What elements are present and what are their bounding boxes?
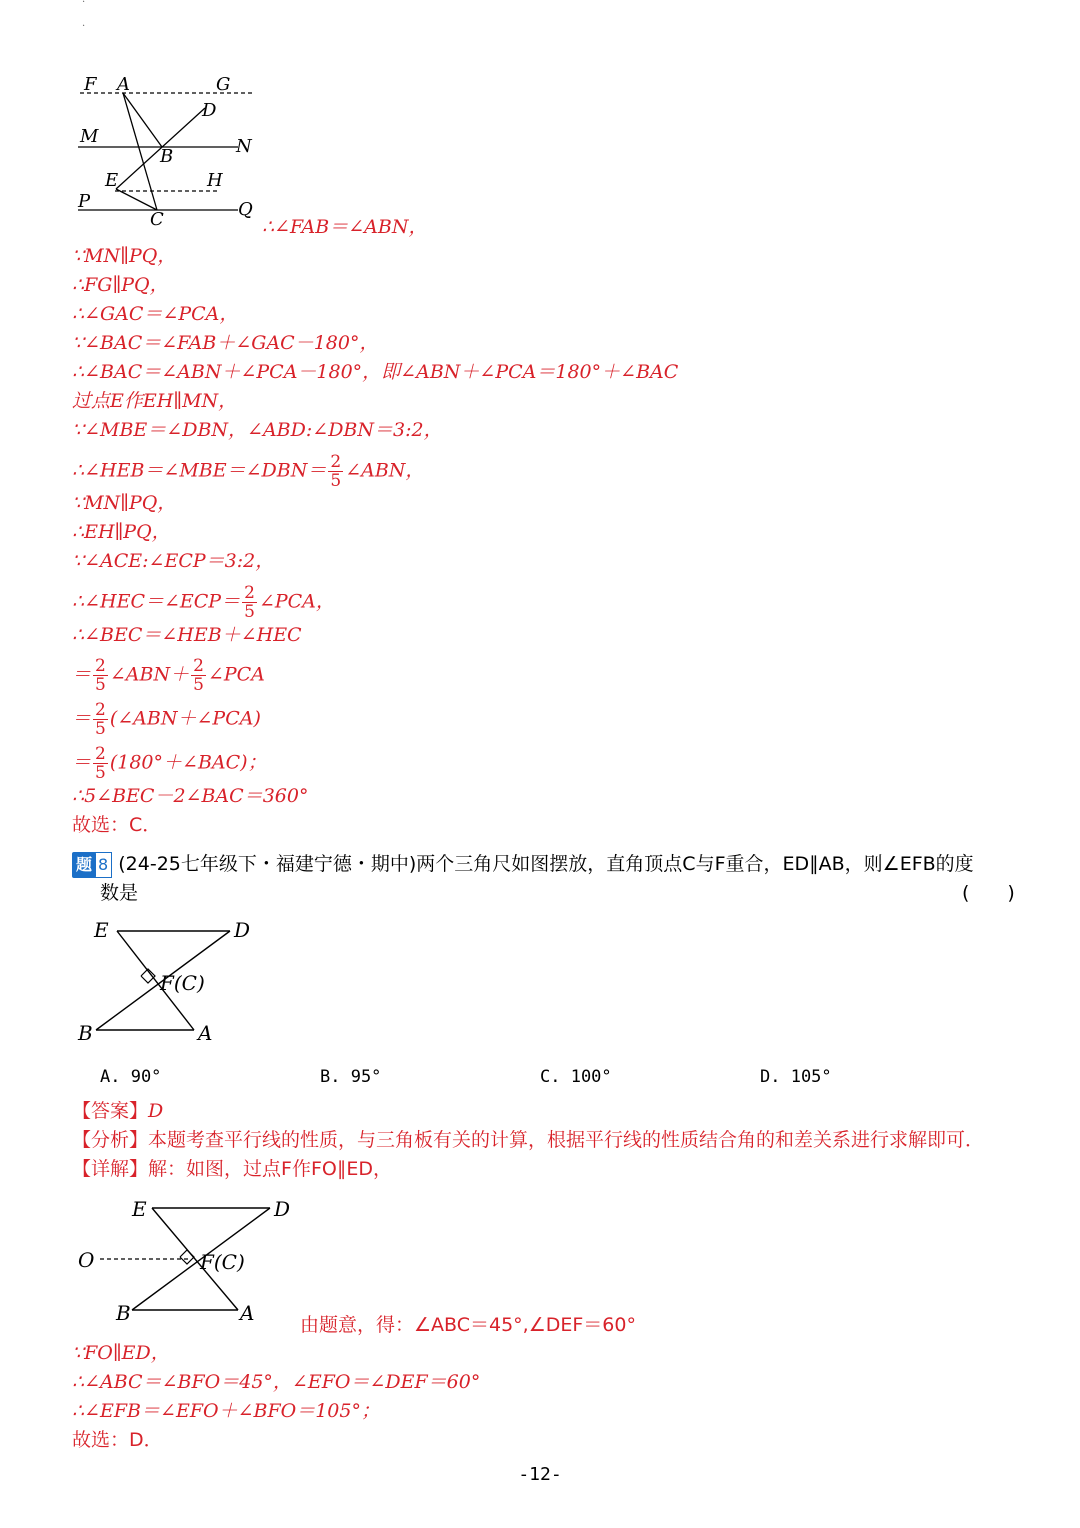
denominator: 5 <box>244 602 255 622</box>
question-line-1 <box>72 852 974 878</box>
option-c[interactable]: C. 100° <box>540 1067 612 1087</box>
label-F: F <box>84 74 97 95</box>
text: (∠ABN＋∠PCA) <box>109 707 261 730</box>
label-F: F(C) <box>200 1250 245 1274</box>
solution-line <box>72 657 265 694</box>
top-mark: . <box>82 18 86 29</box>
fraction <box>93 745 108 782</box>
numerator: 2 <box>95 656 106 676</box>
text: ＝ <box>72 707 92 730</box>
label-E: E <box>132 1197 147 1221</box>
label-D: D <box>202 100 217 121</box>
question-text: 两个三角尺如图摆放，直角顶点C与F重合，ED∥AB，则∠EFB的度 <box>416 853 974 875</box>
detail-line: ∵FO∥ED， <box>72 1342 170 1364</box>
denominator: 5 <box>95 719 106 739</box>
denominator: 5 <box>95 763 106 783</box>
solution-line <box>72 453 424 490</box>
fraction <box>242 584 257 621</box>
solution-line: ∴∠BEC＝∠HEB＋∠HEC <box>72 624 302 646</box>
solution-line: ∴∠FAB＝∠ABN， <box>262 216 428 238</box>
label-D: D <box>234 918 251 942</box>
solution-line: ∵∠ACE:∠ECP＝3:2， <box>72 550 275 572</box>
solution-line: 故选：C． <box>72 814 162 836</box>
text: ∴∠HEC＝∠ECP＝ <box>72 590 241 613</box>
label-C: C <box>150 209 164 230</box>
label-P: P <box>78 191 91 212</box>
solution-line: 过点E作EH∥MN， <box>72 390 238 412</box>
analysis-text: 本题考查平行线的性质，与三角板有关的计算，根据平行线的性质结合角的和差关系进行求解即可． <box>148 1129 985 1151</box>
label-A: A <box>240 1301 255 1325</box>
numerator: 2 <box>244 583 255 603</box>
denominator: 5 <box>330 471 342 491</box>
answer-value: D <box>148 1100 164 1122</box>
numerator: 2 <box>95 700 106 720</box>
label-A: A <box>198 1021 213 1045</box>
detail-line <box>72 1157 392 1181</box>
detail-label: 【详解】 <box>72 1158 149 1180</box>
numerator: 2 <box>330 452 342 472</box>
text: ＝ <box>72 751 92 774</box>
top-mark <box>82 0 85 5</box>
option-b[interactable]: B. 95° <box>320 1067 382 1087</box>
solution-line: ∴5∠BEC－2∠BAC＝360° <box>72 785 309 807</box>
fraction <box>93 701 108 738</box>
figure-triangles <box>72 915 272 1050</box>
detail-line: 由题意，得：∠ABC＝45°,∠DEF＝60° <box>300 1314 636 1336</box>
solution-line: ∵∠BAC＝∠FAB＋∠GAC－180°， <box>72 332 379 354</box>
question-number: 8 <box>94 852 112 878</box>
detail-text: 解：如图，过点F作FO∥ED， <box>148 1158 392 1180</box>
solution-line <box>72 584 335 621</box>
label-H: H <box>207 170 223 191</box>
label-B: B <box>160 146 174 167</box>
text: ∴∠HEB＝∠MBE＝∠DBN＝ <box>72 459 327 482</box>
denominator: 5 <box>193 675 204 695</box>
answer-line <box>72 1099 163 1123</box>
label-O: O <box>78 1248 95 1272</box>
label-M: M <box>80 126 99 147</box>
figure-triangles-with-aux-line <box>72 1190 302 1330</box>
solution-line: ∴EH∥PQ， <box>72 521 171 543</box>
text: ∠PCA， <box>258 590 335 613</box>
label-E: E <box>105 170 119 191</box>
numerator: 2 <box>193 656 204 676</box>
label-G: G <box>216 74 231 95</box>
figure-parallel-lines <box>70 70 270 235</box>
label-A: A <box>117 74 130 95</box>
label-N: N <box>236 136 252 157</box>
solution-line: ∴∠GAC＝∠PCA， <box>72 303 239 325</box>
answer-label: 【答案】 <box>72 1100 149 1122</box>
option-a[interactable]: A. 90° <box>100 1067 162 1087</box>
fraction <box>328 453 343 490</box>
analysis-line <box>72 1128 984 1152</box>
label-F: F(C) <box>160 971 205 995</box>
text: (180°＋∠BAC)； <box>109 751 267 774</box>
page-number: -12- <box>518 1464 562 1485</box>
text: ∠PCA <box>207 663 265 686</box>
answer-bracket: ( ) <box>962 882 1015 904</box>
analysis-label: 【分析】 <box>72 1129 149 1151</box>
question-source: (24-25七年级下・福建宁德・期中) <box>118 853 417 875</box>
denominator: 5 <box>95 675 106 695</box>
solution-line: ∵MN∥PQ， <box>72 492 177 514</box>
fraction <box>191 657 206 694</box>
question-line-2: 数是 <box>100 882 139 904</box>
detail-line: ∴∠EFB＝∠EFO＋∠BFO＝105°； <box>72 1400 380 1422</box>
label-Q: Q <box>238 199 253 220</box>
text: ∠ABN＋ <box>109 663 190 686</box>
solution-line <box>72 701 261 738</box>
solution-line: ∵MN∥PQ， <box>72 245 177 267</box>
detail-line: ∴∠ABC＝∠BFO＝45°，∠EFO＝∠DEF＝60° <box>72 1371 481 1393</box>
detail-line: 故选：D． <box>72 1429 163 1451</box>
text: ＝ <box>72 663 92 686</box>
solution-line <box>72 745 267 782</box>
label-D: D <box>274 1197 291 1221</box>
question-label: 题 <box>72 852 96 878</box>
label-B: B <box>116 1301 131 1325</box>
numerator: 2 <box>95 744 106 764</box>
label-E: E <box>94 918 109 942</box>
solution-line: ∴∠BAC＝∠ABN＋∠PCA－180°，即∠ABN＋∠PCA＝180°＋∠BAC <box>72 361 679 383</box>
solution-line: ∵∠MBE＝∠DBN，∠ABD:∠DBN＝3:2， <box>72 419 443 441</box>
text: ∠ABN， <box>345 459 425 482</box>
option-d[interactable]: D. 105° <box>760 1067 832 1087</box>
fraction <box>93 657 108 694</box>
solution-line: ∴FG∥PQ， <box>72 274 169 296</box>
label-B: B <box>78 1021 93 1045</box>
